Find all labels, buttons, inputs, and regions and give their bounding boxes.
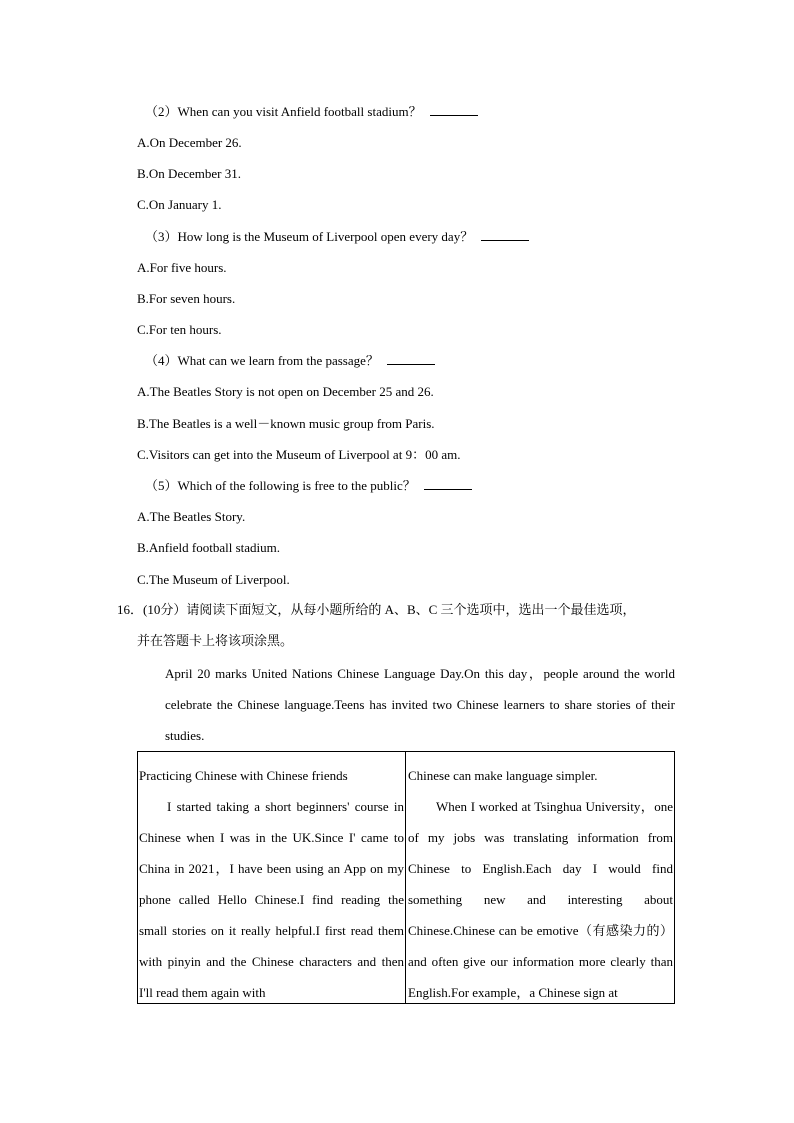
question-4-option-c: C.Visitors can get into the Museum of Liverpool at 9：00 am. xyxy=(137,447,461,462)
question-3-option-c: C.For ten hours. xyxy=(137,322,222,337)
question-2-option-c: C.On January 1. xyxy=(137,197,222,212)
question-5-option-c: C.The Museum of Liverpool. xyxy=(137,572,290,587)
left-column-title: Practicing Chinese with Chinese friends xyxy=(139,768,348,783)
question-2-stem: （2）When can you visit Anfield football stadium？ xyxy=(145,104,478,120)
question-3-option-a: A.For five hours. xyxy=(137,260,227,275)
table-column-left xyxy=(138,752,406,1003)
answer-blank[interactable] xyxy=(387,354,435,365)
question-5-stem: （5）Which of the following is free to the public？ xyxy=(145,478,472,494)
section-16-instruction: 16．(10分）请阅读下面短文，从每小题所给的 A、B、C 三个选项中，选出一个最佳选项， xyxy=(117,602,636,617)
question-5-option-b: B.Anfield football stadium. xyxy=(137,540,280,555)
table-column-right xyxy=(406,752,674,1003)
answer-blank[interactable] xyxy=(424,479,472,490)
stories-table xyxy=(137,751,675,1004)
question-3-stem: （3）How long is the Museum of Liverpool open every day？ xyxy=(145,229,529,245)
question-4-option-b: B.The Beatles is a well－known music group from Paris. xyxy=(137,416,435,431)
question-4-option-a: A.The Beatles Story is not open on December 25 and 26. xyxy=(137,384,434,399)
intro-text: April 20 marks United Nations Chinese Language Day.On this day，people around the world celebrate the Chinese language.Teens has invited two Chinese learners to share stories of their studies. xyxy=(165,666,675,743)
question-2-option-a: A.On December 26. xyxy=(137,135,242,150)
question-3-option-b: B.For seven hours. xyxy=(137,291,236,306)
answer-blank[interactable] xyxy=(481,230,529,241)
left-column-body: I started taking a short beginners' course in Chinese when I was in the UK.Since I' came to China in 2021，I have been using an App on my phone called Hello Chinese.I find reading the small stories on it really helpful.I first read them with pinyin and the Chinese characters and then I'll read them again with xyxy=(139,799,404,1000)
intro-paragraph xyxy=(137,658,675,751)
question-5-option-a: A.The Beatles Story. xyxy=(137,509,246,524)
answer-blank[interactable] xyxy=(430,105,478,116)
question-2-option-b: B.On December 31. xyxy=(137,166,241,181)
section-16-instruction-cont: 并在答题卡上将该项涂黑。 xyxy=(137,633,294,648)
right-column-body: When I worked at Tsinghua University，one of my jobs was translating information from Chinese to English.Each day I would find something new and interesting about Chinese.Chinese can be emotive（有感染力的）and often give our information more clearly than English.For example，a Chinese sign at xyxy=(408,799,673,1000)
question-4-stem: （4）What can we learn from the passage？ xyxy=(145,353,435,369)
right-column-title: Chinese can make language simpler. xyxy=(408,768,598,783)
